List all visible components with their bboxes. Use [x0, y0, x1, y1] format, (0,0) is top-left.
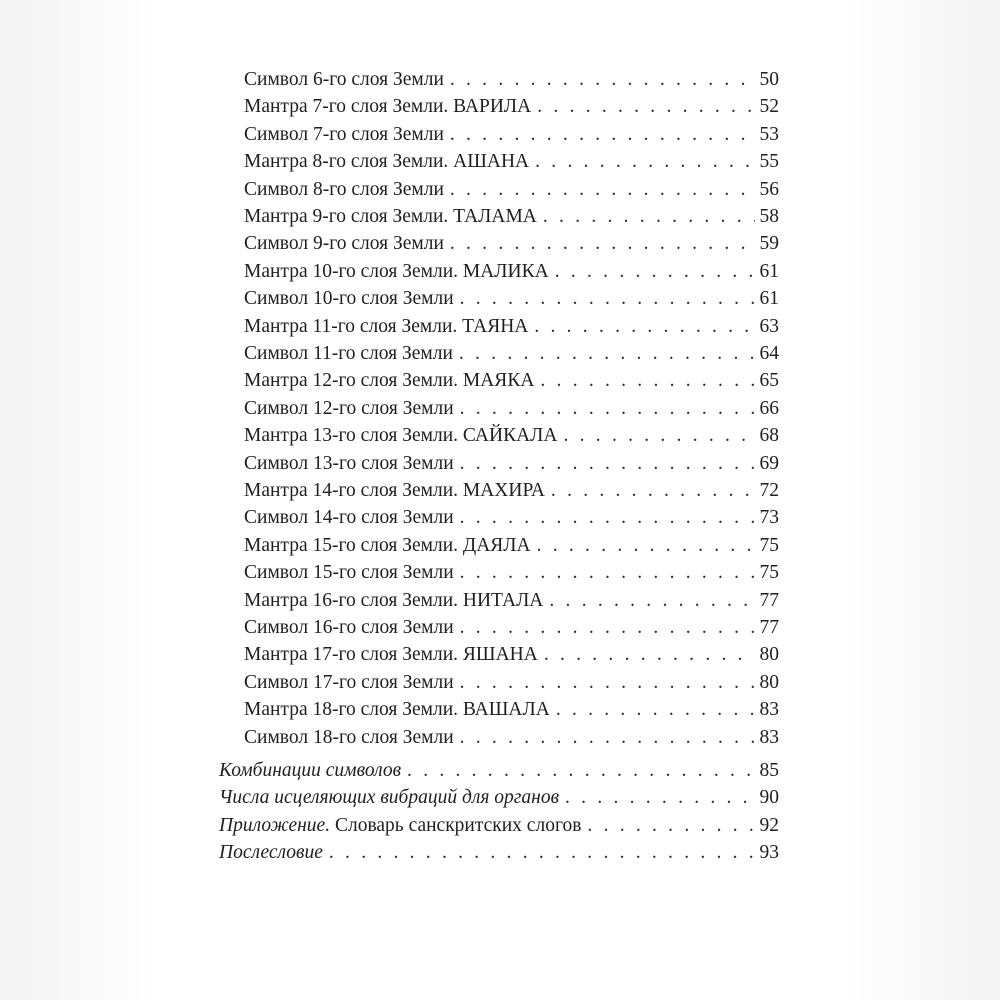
dot-leader — [460, 505, 755, 531]
toc-section-title — [219, 840, 323, 866]
toc-entry-page-number: 61 — [759, 288, 779, 310]
toc-entry-page-number: 80 — [759, 644, 779, 666]
toc-entry-title: Символ 6-го слоя Земли — [244, 69, 444, 90]
dot-leader — [407, 758, 755, 784]
toc-entry[interactable] — [244, 642, 779, 668]
toc-entry[interactable] — [244, 588, 779, 614]
dot-leader — [535, 149, 755, 175]
toc-entry-page-number: 77 — [759, 617, 779, 638]
toc-entry[interactable] — [244, 122, 779, 148]
toc-entry-title: Символ 12-го слоя Земли — [244, 397, 454, 419]
toc-entry-page-number: 61 — [759, 260, 779, 282]
toc-entry[interactable] — [244, 368, 779, 394]
toc-entry-title: Мантра 17-го слоя Земли. ЯШАНА — [244, 644, 538, 666]
toc-section-page-number: 85 — [759, 760, 779, 781]
dot-leader — [459, 341, 755, 367]
toc-entry-title: Символ 7-го слоя Земли — [244, 123, 444, 145]
toc-entry-page-number: 52 — [759, 96, 779, 118]
toc-entry-page-number: 83 — [759, 726, 779, 748]
toc-entry-title: Символ 17-го слоя Земли — [244, 671, 454, 693]
dot-leader — [460, 560, 755, 586]
toc-entry[interactable] — [244, 725, 779, 751]
toc-section-page-number: 92 — [759, 814, 779, 836]
dot-leader — [587, 813, 755, 839]
dot-leader — [537, 533, 755, 559]
toc-entry-title: Символ 16-го слоя Земли — [244, 617, 454, 638]
toc-section-title-italic: Послесловие — [219, 842, 323, 864]
toc-section-entry[interactable] — [219, 785, 779, 811]
toc-entry[interactable] — [244, 149, 779, 175]
toc-entry[interactable] — [244, 204, 779, 230]
toc-entry-title: Мантра 11-го слоя Земли. ТАЯНА — [244, 315, 529, 337]
dot-leader — [450, 231, 755, 257]
dot-leader — [543, 204, 755, 230]
toc-entry-title: Мантра 10-го слоя Земли. МАЛИКА — [244, 260, 549, 282]
toc-entry-page-number: 75 — [759, 562, 779, 584]
toc-section-title-italic: Комбинации символов — [219, 760, 402, 781]
toc-entry-page-number: 73 — [759, 507, 779, 529]
dot-leader — [565, 785, 755, 811]
toc-entry[interactable] — [244, 259, 779, 285]
toc-section-entry[interactable] — [219, 758, 779, 784]
toc-entry-page-number: 83 — [759, 699, 779, 721]
toc-section-page-number: 93 — [759, 842, 779, 864]
dot-leader — [460, 451, 755, 477]
toc-entry-title: Мантра 16-го слоя Земли. НИТАЛА — [244, 589, 544, 611]
toc-entry[interactable] — [244, 177, 779, 203]
toc-entry[interactable] — [244, 423, 779, 449]
toc-entry-page-number: 80 — [759, 671, 779, 693]
toc-entry-title: Мантра 12-го слоя Земли. МАЯКА — [244, 370, 535, 392]
toc-entry-page-number: 56 — [759, 178, 779, 200]
toc-entry[interactable] — [244, 560, 779, 586]
toc-entry[interactable] — [244, 314, 779, 340]
toc-entry-title: Мантра 18-го слоя Земли. ВАШАЛА — [244, 699, 550, 721]
toc-section-title — [219, 813, 581, 839]
toc-entry-page-number: 59 — [759, 233, 779, 255]
toc-section-page-number: 90 — [759, 787, 779, 809]
toc-section-title-italic: Приложение. — [219, 814, 331, 836]
toc-entry[interactable] — [244, 341, 779, 367]
toc-entry[interactable] — [244, 94, 779, 120]
toc-entry[interactable] — [244, 231, 779, 257]
toc-entry-title: Символ 15-го слоя Земли — [244, 562, 454, 584]
toc-entry-page-number: 77 — [759, 589, 779, 611]
dot-leader — [460, 615, 755, 641]
toc-entry-page-number: 64 — [759, 343, 779, 364]
dot-leader — [544, 642, 755, 668]
toc-entry-page-number: 72 — [759, 480, 779, 501]
toc-entry-title: Мантра 7-го слоя Земли. ВАРИЛА — [244, 96, 532, 118]
toc-entry-title: Мантра 8-го слоя Земли. АШАНА — [244, 151, 530, 173]
toc-entry-title: Символ 11-го слоя Земли — [244, 343, 453, 364]
toc-section-title-rest: Словарь санскритских слогов — [330, 814, 582, 836]
dot-leader — [556, 697, 755, 723]
toc-section-entry[interactable] — [219, 813, 779, 839]
dot-leader — [564, 423, 756, 449]
dot-leader — [450, 122, 755, 148]
toc-entry-title: Символ 18-го слоя Земли — [244, 726, 454, 748]
dot-leader — [450, 177, 755, 203]
toc-entry-page-number: 65 — [759, 370, 779, 392]
dot-leader — [551, 478, 755, 504]
toc-entry-title: Символ 10-го слоя Земли — [244, 288, 454, 310]
dot-leader — [329, 840, 755, 866]
toc-entry-page-number: 63 — [759, 315, 779, 337]
dot-leader — [450, 67, 755, 93]
toc-entry-title: Мантра 15-го слоя Земли. ДАЯЛА — [244, 534, 531, 556]
toc-entry[interactable] — [244, 396, 779, 422]
toc-entry-title: Символ 14-го слоя Земли — [244, 507, 454, 529]
toc-entry[interactable] — [244, 286, 779, 312]
toc-entry[interactable] — [244, 478, 779, 504]
toc-entry-page-number: 58 — [759, 206, 779, 227]
toc-entry-title: Мантра 13-го слоя Земли. САЙКАЛА — [244, 425, 558, 447]
dot-leader — [537, 94, 755, 120]
toc-entry[interactable] — [244, 505, 779, 531]
dot-leader — [460, 396, 755, 422]
toc-entry-page-number: 69 — [759, 452, 779, 474]
toc-entry-title: Символ 13-го слоя Земли — [244, 452, 454, 474]
toc-entry-page-number: 66 — [759, 397, 779, 419]
toc-entry-title: Мантра 9-го слоя Земли. ТАЛАМА — [244, 206, 537, 227]
dot-leader — [555, 259, 755, 285]
toc-entry-title: Мантра 14-го слоя Земли. МАХИРА — [244, 480, 545, 501]
toc-entry-page-number: 55 — [759, 151, 779, 173]
toc-entry[interactable] — [244, 533, 779, 559]
dot-leader — [460, 286, 755, 312]
toc-entry[interactable] — [244, 67, 779, 93]
dot-leader — [534, 314, 755, 340]
dot-leader — [460, 670, 755, 696]
dot-leader — [549, 588, 755, 614]
toc-entry[interactable] — [244, 451, 779, 477]
toc-section-title — [219, 758, 401, 784]
toc-entry[interactable] — [244, 697, 779, 723]
toc-section-title — [219, 785, 559, 811]
toc-entry-title: Символ 8-го слоя Земли — [244, 178, 444, 200]
dot-leader — [540, 368, 755, 394]
toc-entry[interactable] — [244, 670, 779, 696]
toc-section-title-italic: Числа исцеляющих вибраций для органов — [219, 787, 560, 809]
toc-entry-page-number: 75 — [759, 534, 779, 556]
toc-entry-page-number: 68 — [759, 425, 779, 447]
dot-leader — [460, 725, 755, 751]
toc-entry-title: Символ 9-го слоя Земли — [244, 233, 444, 255]
toc-entry-page-number: 53 — [759, 123, 779, 145]
toc-section-entry[interactable] — [219, 840, 779, 866]
toc-entry[interactable] — [244, 615, 779, 641]
toc-entry-page-number: 50 — [759, 69, 779, 90]
